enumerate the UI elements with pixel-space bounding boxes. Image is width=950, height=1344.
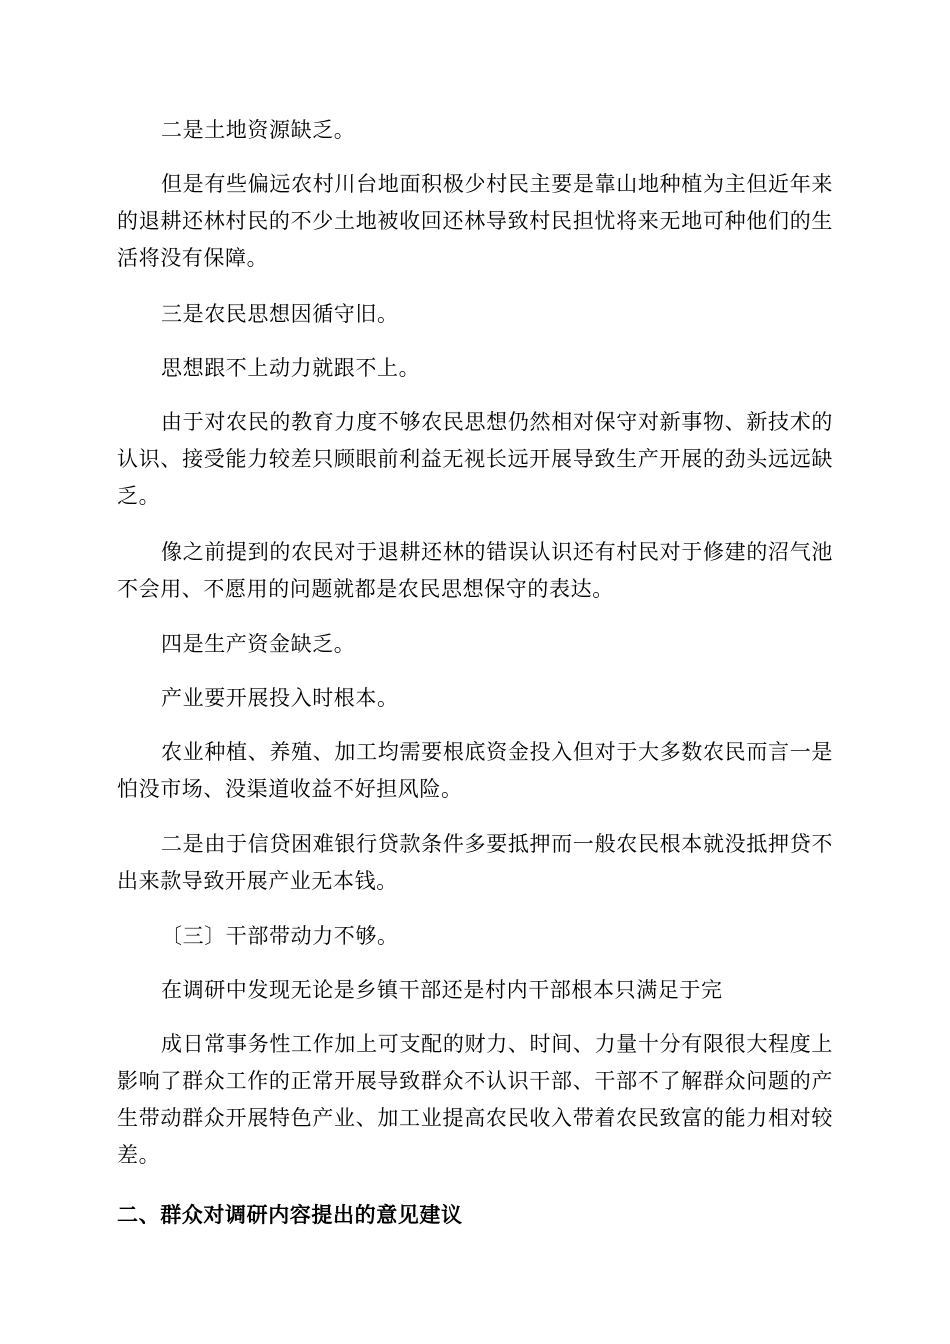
paragraph-education-detail: 由于对农民的教育力度不够农民思想仍然相对保守对新事物、新技术的认识、接受能力较差只顾眼前利益无视长远开展导致生产开展的劲头远远缺乏。: [117, 410, 833, 508]
paragraph-research-finding: 在调研中发现无论是乡镇干部还是村内干部根本只满足于完: [161, 978, 723, 1002]
paragraph-funding-shortage: 四是生产资金缺乏。: [161, 632, 356, 656]
paragraph-daily-work: 成日常事务性工作加上可支配的财力、时间、力量十分有限很大程度上影响了群众工作的正常开展导致群众不认识干部、干部不了解群众问题的产生带动群众开展特色产业、加工业提高农民收入带着农民致富的能力相对较差。: [117, 1032, 833, 1167]
paragraph-credit-difficulty: 二是由于信贷困难银行贷款条件多要抵押而一般农民根本就没抵押贷不出来款导致开展产业无本钱。: [117, 832, 833, 893]
section-heading: 二、群众对调研内容提出的意见建议: [117, 1202, 463, 1227]
paragraph-example: 像之前提到的农民对于退耕还林的错误认识还有村民对于修建的沼气池不会用、不愿用的问题就都是农民思想保守的表达。: [117, 540, 833, 601]
paragraph-industry-investment: 产业要开展投入时根本。: [161, 686, 399, 710]
paragraph-cadre-weakness: 〔三〕干部带动力不够。: [161, 924, 399, 948]
paragraph-land-shortage: 二是土地资源缺乏。: [161, 118, 356, 142]
paragraph-thinking-motivation: 思想跟不上动力就跟不上。: [161, 356, 421, 380]
paragraph-land-detail: 但是有些偏远农村川台地面积极少村民主要是靠山地种植为主但近年来的退耕还林村民的不少土地被收回还林导致村民担忧将来无地可种他们的生活将没有保障。: [117, 172, 833, 270]
paragraph-farming-investment: 农业种植、养殖、加工均需要根底资金投入但对于大多数农民而言一是怕没市场、没渠道收益不好担风险。: [117, 740, 833, 801]
paragraph-conservative-thinking: 三是农民思想因循守旧。: [161, 302, 399, 326]
